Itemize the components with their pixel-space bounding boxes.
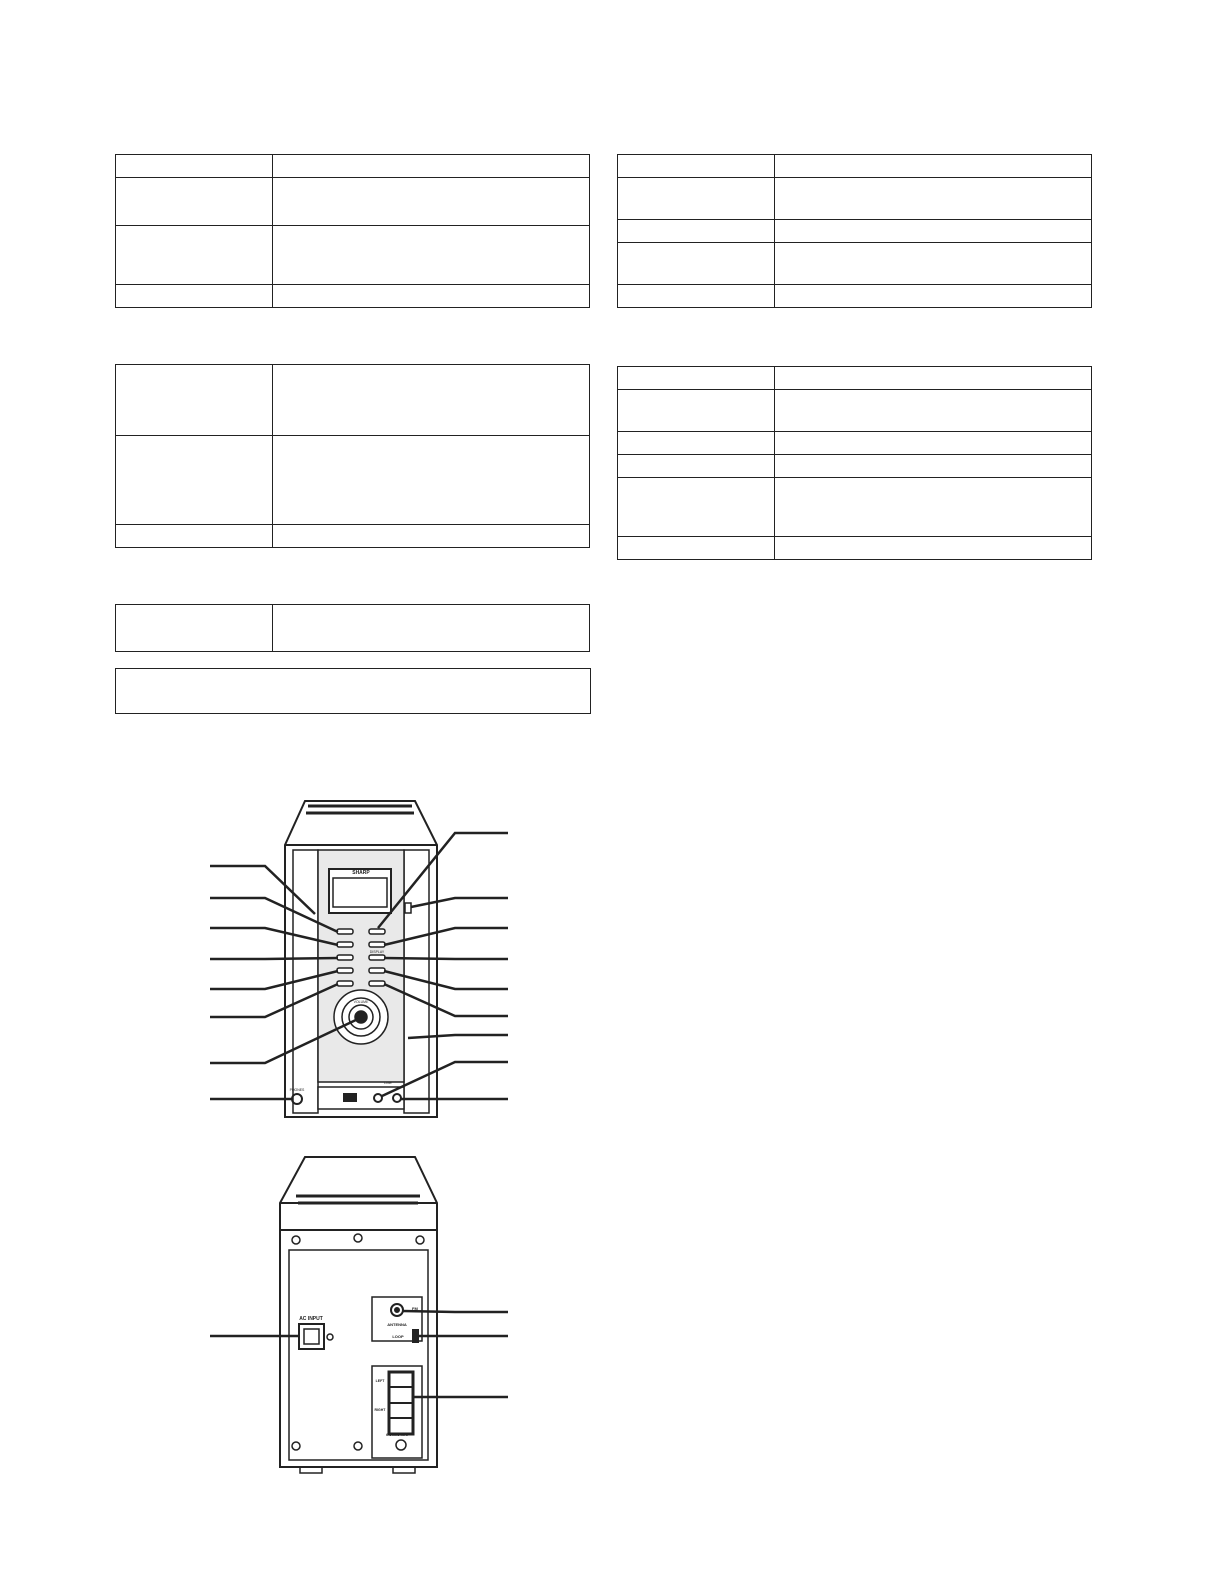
- volume-label: VOLUME: [353, 1000, 369, 1004]
- phones-label: PHONES: [289, 1088, 305, 1092]
- volume-dial: [334, 990, 388, 1044]
- fm-label: FM: [412, 1306, 418, 1311]
- left-label: LEFT: [375, 1379, 385, 1383]
- ac-input-label: AC INPUT: [299, 1316, 323, 1322]
- speaker-spec-label: 6 OHMS MIN.: [386, 1433, 408, 1437]
- brand-logo: SHARP: [352, 870, 370, 876]
- antenna-label: ANTENNA: [387, 1322, 407, 1327]
- right-label: RIGHT: [374, 1408, 386, 1412]
- loop-label: LOOP: [392, 1334, 404, 1339]
- rear-view: [280, 1157, 437, 1473]
- line-label: LINE: [384, 1081, 392, 1085]
- display-label: DISPLAY: [369, 950, 385, 954]
